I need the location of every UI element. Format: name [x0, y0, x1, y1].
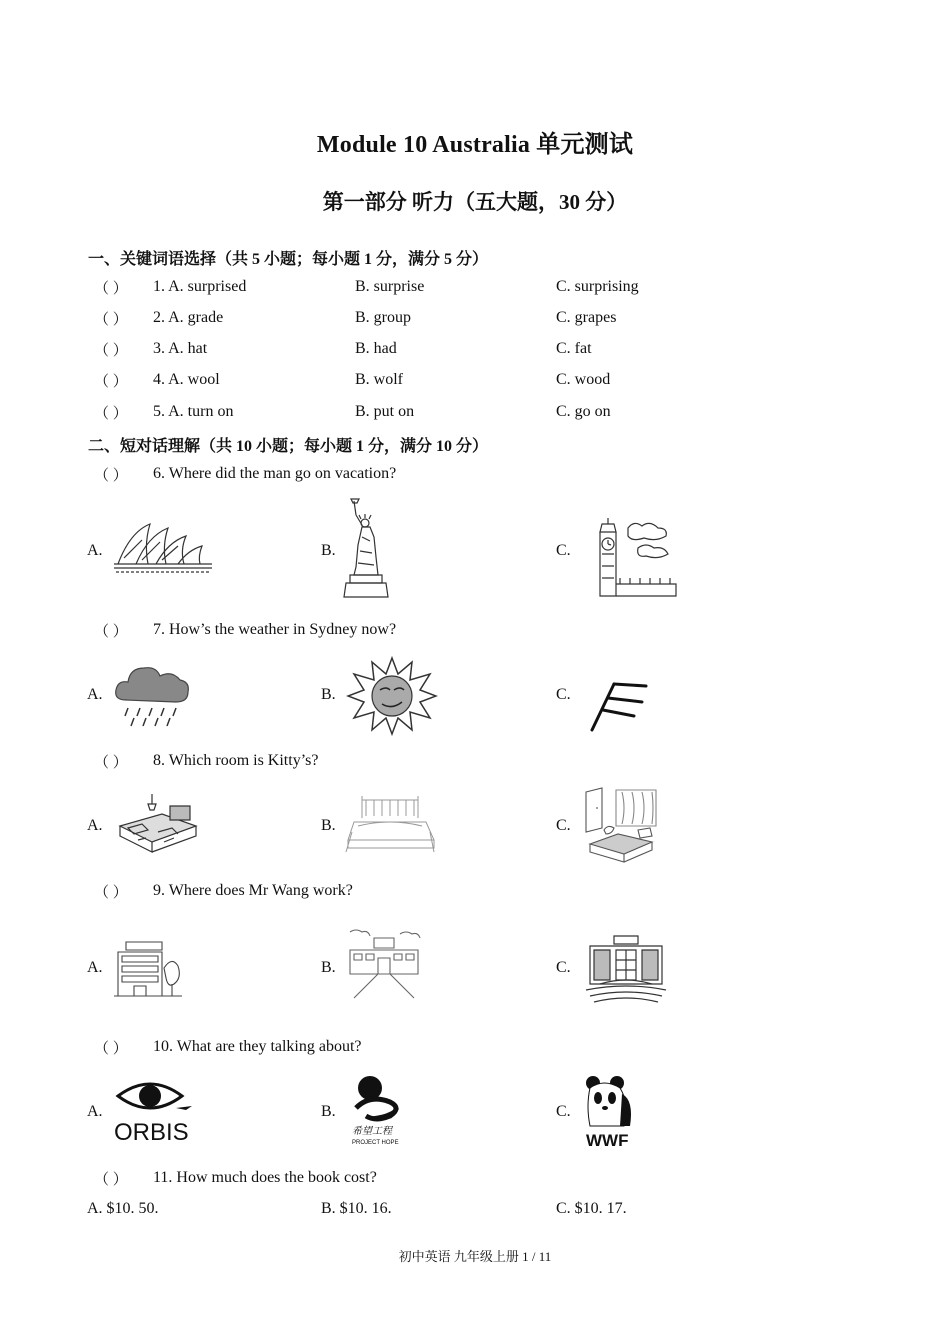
q11-option-c: C. $10. 17. [556, 1200, 627, 1217]
q10-text: 10. What are they talking about? [153, 1038, 362, 1055]
project-hope-logo-text: 希望工程 [352, 1126, 392, 1137]
answer-blank[interactable]: （ ） [94, 1041, 128, 1057]
q10-label-b: B. [321, 1103, 336, 1120]
answer-blank[interactable]: （ ） [94, 281, 128, 297]
q3-option-c: C. fat [556, 340, 592, 357]
q11-option-b: B. $10. 16. [321, 1200, 392, 1217]
q4-option-c: C. wood [556, 371, 611, 388]
page-footer: 初中英语 九年级上册 1 / 11 [398, 1249, 552, 1264]
office-building-image[interactable] [112, 938, 184, 1000]
answer-blank[interactable]: （ ） [94, 312, 128, 328]
cozy-room-image[interactable] [582, 786, 660, 864]
q9-label-a: A. [87, 959, 103, 976]
project-hope-logo-subtext: PROJECT HOPE [352, 1140, 399, 1146]
q6-label-c: C. [556, 542, 571, 559]
q9-text: 9. Where does Mr Wang work? [153, 882, 353, 899]
q3-option-b: B. had [355, 340, 397, 357]
q8-label-c: C. [556, 817, 571, 834]
answer-blank[interactable]: （ ） [94, 406, 128, 422]
q4-option-a: 4. A. wool [153, 371, 220, 388]
q8-label-b: B. [321, 817, 336, 834]
q1-option-a: 1. A. surprised [153, 278, 247, 295]
q11-option-a: A. $10. 50. [87, 1200, 159, 1217]
q7-label-b: B. [321, 686, 336, 703]
statue-of-liberty-image[interactable] [340, 497, 396, 599]
q2-option-b: B. group [355, 309, 411, 326]
q7-text: 7. How’s the weather in Sydney now? [153, 621, 397, 638]
answer-blank[interactable]: （ ） [94, 374, 128, 390]
answer-blank[interactable]: （ ） [94, 1172, 128, 1188]
sun-icon[interactable] [346, 656, 438, 736]
q5-option-b: B. put on [355, 403, 415, 420]
messy-room-image[interactable] [112, 792, 200, 858]
q3-option-a: 3. A. hat [153, 340, 208, 357]
q1-option-c: C. surprising [556, 278, 639, 295]
answer-blank[interactable]: （ ） [94, 755, 128, 771]
answer-blank[interactable]: （ ） [94, 624, 128, 640]
q6-text: 6. Where did the man go on vacation? [153, 465, 397, 482]
q4-option-b: B. wolf [355, 371, 403, 388]
q9-label-c: C. [556, 959, 571, 976]
wwf-panda-logo-icon[interactable] [584, 1074, 638, 1148]
q10-label-a: A. [87, 1103, 103, 1120]
answer-blank[interactable]: （ ） [94, 468, 128, 484]
opera-house-image[interactable] [112, 514, 214, 578]
q8-text: 8. Which room is Kitty’s? [153, 752, 319, 769]
project-hope-logo-icon[interactable] [350, 1074, 410, 1146]
q1-option-b: B. surprise [355, 278, 425, 295]
section2-heading: 二、短对话理解（共 10 小题；每小题 1 分，满分 10 分） [88, 438, 489, 455]
q10-label-c: C. [556, 1103, 571, 1120]
wwf-logo-text: WWF [586, 1131, 629, 1148]
orbis-logo-text: ORBIS [114, 1119, 189, 1144]
tidy-bedroom-image[interactable] [344, 792, 436, 858]
q7-label-a: A. [87, 686, 103, 703]
rain-cloud-icon[interactable] [112, 660, 192, 730]
q2-option-c: C. grapes [556, 309, 617, 326]
school-building-image[interactable] [344, 928, 424, 1000]
q11-text: 11. How much does the book cost? [153, 1169, 377, 1186]
q2-option-a: 2. A. grade [153, 309, 224, 326]
page-title: Module 10 Australia 单元测试 [316, 132, 634, 158]
hotel-building-image[interactable] [576, 932, 676, 1004]
orbis-logo-icon[interactable] [112, 1074, 194, 1144]
answer-blank[interactable]: （ ） [94, 885, 128, 901]
q9-label-b: B. [321, 959, 336, 976]
q6-label-b: B. [321, 542, 336, 559]
wind-symbol-icon[interactable] [586, 672, 652, 734]
answer-blank[interactable]: （ ） [94, 343, 128, 359]
section1-heading: 一、关键词语选择（共 5 小题；每小题 1 分，满分 5 分） [88, 251, 489, 268]
big-ben-image[interactable] [584, 514, 678, 598]
q7-label-c: C. [556, 686, 571, 703]
part-heading: 第一部分 听力（五大题，30 分） [322, 190, 628, 214]
q5-option-a: 5. A. turn on [153, 403, 234, 420]
q6-label-a: A. [87, 542, 103, 559]
q5-option-c: C. go on [556, 403, 611, 420]
q8-label-a: A. [87, 817, 103, 834]
